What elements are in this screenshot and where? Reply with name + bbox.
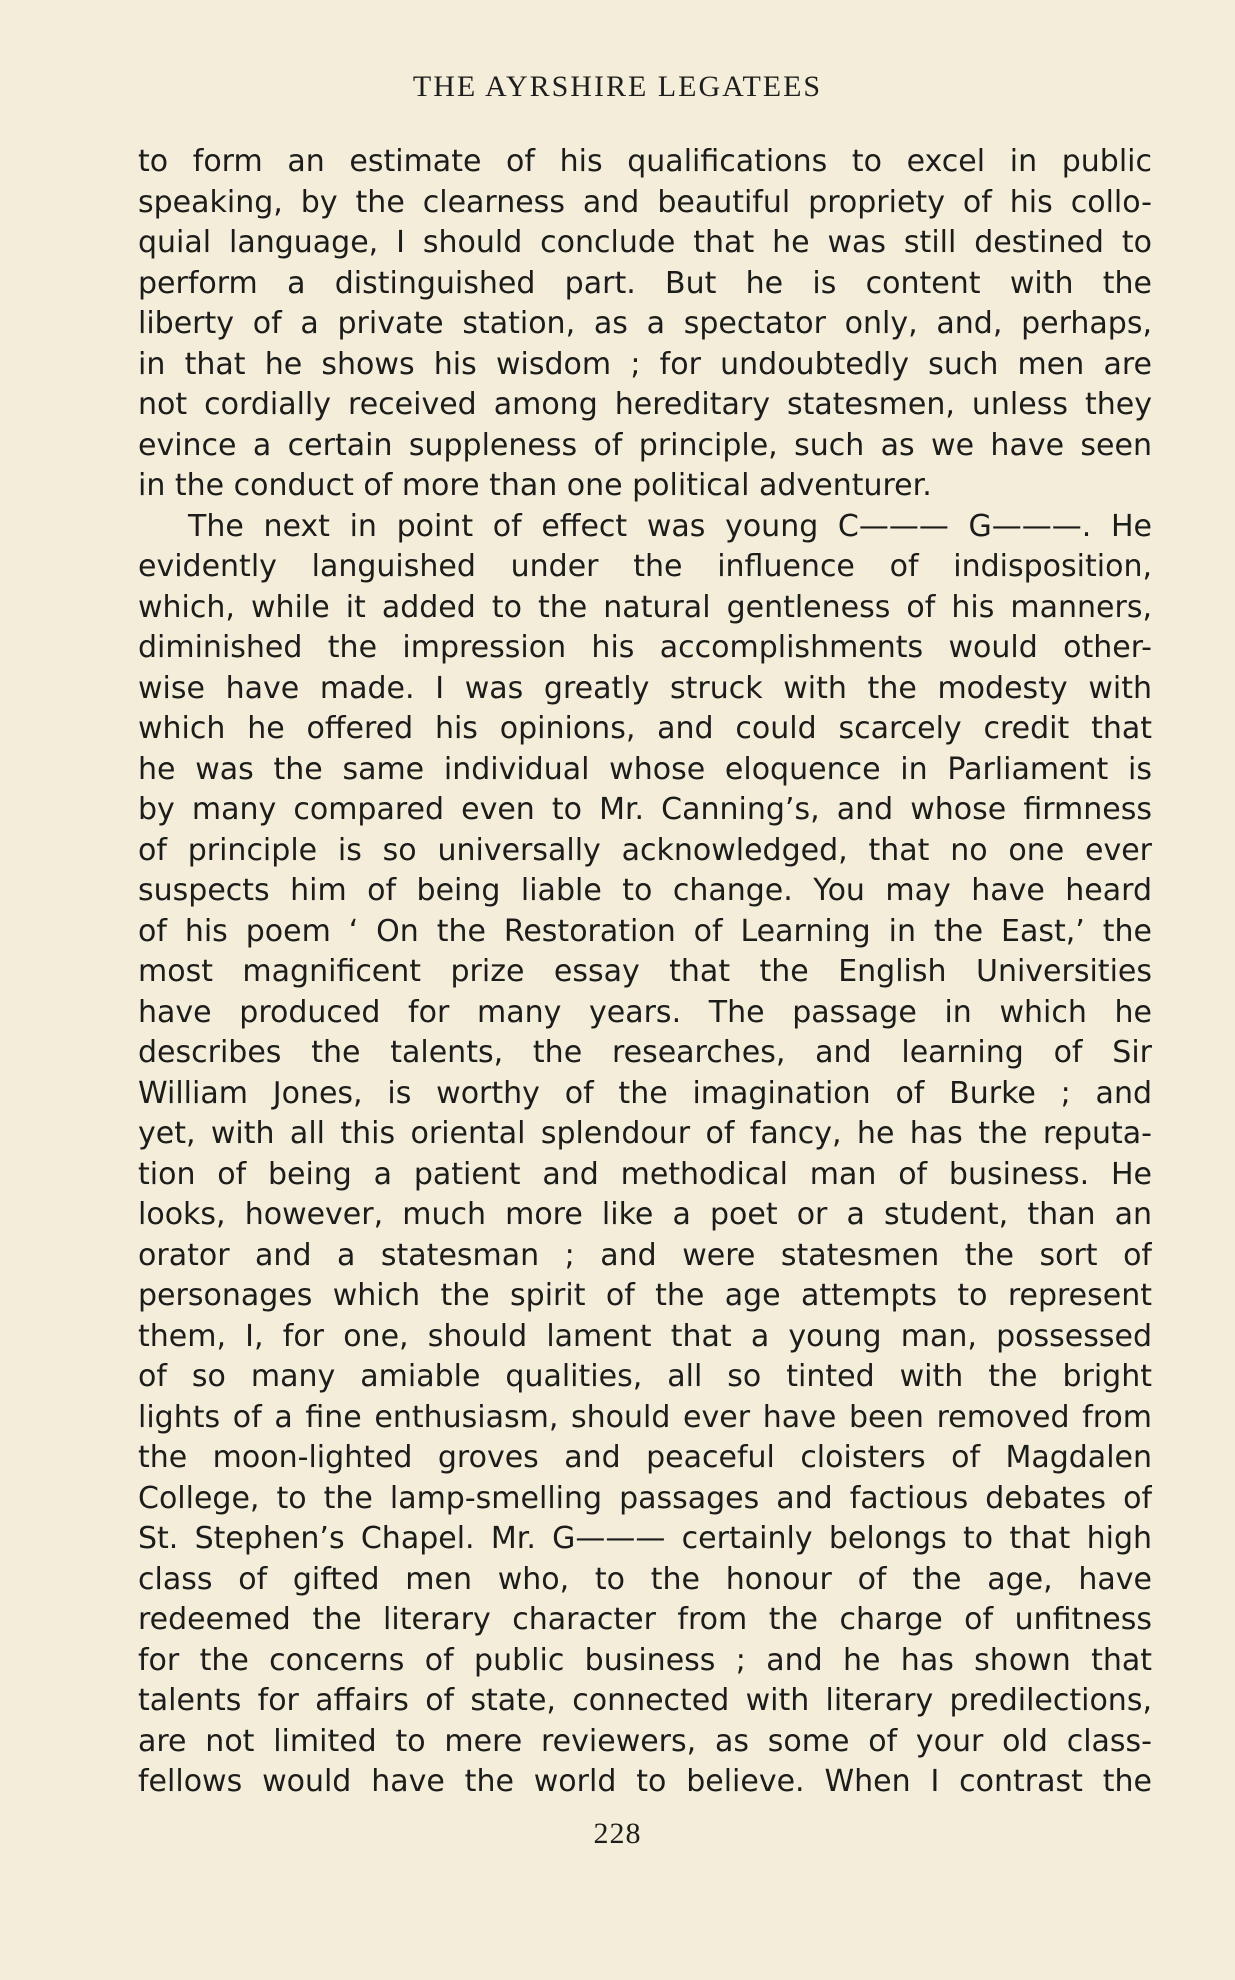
text-line: of his poem ‘ On the Restoration of Learning in the East,’ the (138, 913, 1152, 949)
text-line: lights of a fine enthusiasm, should ever have been removed from (138, 1399, 1152, 1435)
text-line: personages which the spirit of the age attempts to represent (138, 1278, 1152, 1313)
text-line: wise have made. I was greatly struck with the modesty with (138, 670, 1152, 706)
text-line: for the concerns of public business ; and he has shown that (138, 1642, 1152, 1678)
text-line: William Jones, is worthy of the imagination of Burke ; and (138, 1075, 1152, 1111)
text-line: St. Stephen’s Chapel. Mr. G——— certainly belongs to that high (138, 1521, 1152, 1556)
text-line: most magnificent prize essay that the English Universities (138, 954, 1152, 989)
text-line: College, to the lamp-smelling passages and factious debates of (138, 1480, 1152, 1516)
text-line: are not limited to mere reviewers, as some of your old class- (138, 1723, 1152, 1759)
text-line: speaking, by the clearness and beautiful propriety of his collo- (138, 184, 1152, 220)
text-line: which he offered his opinions, and could scarcely credit that (138, 711, 1152, 746)
text-line: the moon-lighted groves and peaceful cloisters of Magdalen (138, 1440, 1152, 1475)
text-line: evidently languished under the influence of indisposition, (138, 549, 1152, 584)
text-line: redeemed the literary character from the charge of unfitness (138, 1602, 1152, 1637)
text-line: The next in point of effect was young C——— G———. He (188, 508, 1152, 544)
text-line: perform a distinguished part. But he is content with the (138, 265, 1152, 301)
text-line: yet, with all this oriental splendour of fancy, he has the reputa- (138, 1116, 1152, 1151)
text-line: have produced for many years. The passage in which he (138, 994, 1152, 1030)
text-line: class of gifted men who, to the honour of the age, have (138, 1561, 1152, 1597)
text-line: describes the talents, the researches, and learning of Sir (138, 1035, 1152, 1070)
text-line: in the conduct of more than one political adventurer. (138, 468, 932, 503)
text-line: tion of being a patient and methodical man of business. He (138, 1156, 1152, 1192)
text-line: diminished the impression his accomplishments would other- (138, 630, 1152, 665)
text-line: by many compared even to Mr. Canning’s, and whose firmness (138, 792, 1152, 827)
text-line: evince a certain suppleness of principle, such as we have seen (138, 427, 1152, 463)
text-line: orator and a statesman ; and were statesmen the sort of (138, 1237, 1152, 1273)
text-line: not cordially received among hereditary statesmen, unless they (138, 387, 1152, 422)
text-line: in that he shows his wisdom ; for undoubtedly such men are (138, 346, 1152, 382)
text-line: talents for affairs of state, connected with literary predilections, (138, 1683, 1152, 1718)
text-line: fellows would have the world to believe. When I contrast the (138, 1764, 1152, 1799)
running-head: THE AYRSHIRE LEGATEES (412, 70, 823, 103)
text-line: to form an estimate of his qualifications to excel in public (138, 144, 1152, 179)
text-line: of so many amiable qualities, all so tinted with the bright (138, 1359, 1152, 1394)
text-line: them, I, for one, should lament that a young man, possessed (138, 1318, 1152, 1354)
text-line: liberty of a private station, as a spectator only, and, perhaps, (138, 306, 1152, 341)
text-line: of principle is so universally acknowledged, that no one ever (138, 832, 1152, 868)
text-line: he was the same individual whose eloquence in Parliament is (138, 751, 1152, 787)
text-line: looks, however, much more like a poet or a student, than an (138, 1197, 1152, 1232)
body-text (138, 142, 1152, 1803)
text-line: which, while it added to the natural gentleness of his manners, (138, 589, 1152, 625)
text-line: suspects him of being liable to change. You may have heard (138, 873, 1152, 908)
page-number: 228 (593, 1817, 642, 1850)
text-line: quial language, I should conclude that he was still destined to (138, 225, 1152, 260)
